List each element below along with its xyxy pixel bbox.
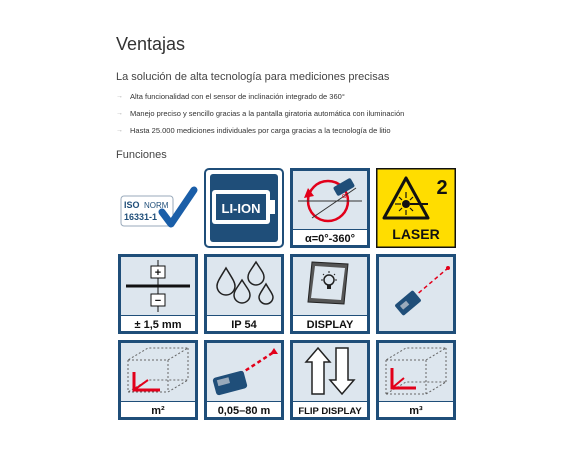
range-label: 0,05–80 m [217,405,271,417]
laser-beam-icon [376,254,456,334]
area-icon [118,340,198,420]
list-item-text: Hasta 25.000 mediciones individuales por carga gracias a la tecnología de litio [130,126,391,135]
display-icon [290,254,370,334]
norm-label: NORM [144,201,169,210]
iso-norm-icon [118,168,198,248]
minus-icon: − [154,295,162,307]
display-label: DISPLAY [306,319,354,331]
alpha-mark: α [342,193,347,200]
li-ion-label: LI-ION [221,201,261,216]
laser-class-icon [376,168,456,248]
area-label: m² [151,405,165,417]
subtitle: La solución de alta tecnología para mediciones precisas [116,71,390,83]
tilt-label: α=0°-360° [304,233,356,245]
list-item [116,105,404,122]
arrow-icon: → [116,110,123,117]
list-item-text: Manejo preciso y sencillo gracias a la pantalla giratoria automática con iluminación [130,109,405,118]
arrow-icon: → [116,127,123,134]
ip-label: IP 54 [231,319,257,331]
ip54-icon [204,254,284,334]
accuracy-label: ± 1,5 mm [134,319,182,331]
flip-display-icon [290,340,370,420]
laser-label: LASER [392,226,440,242]
range-icon [204,340,284,420]
section-title: Funciones [116,149,167,161]
list-item [116,88,404,105]
volume-label: m³ [409,405,423,417]
list-item-text: Alta funcionalidad con el sensor de inclinación integrado de 360° [130,92,345,101]
iso-number: 16331-1 [124,212,158,222]
laser-class-number: 2 [436,177,448,199]
accuracy-icon [118,254,198,334]
volume-icon [376,340,456,420]
flip-display-label: FLIP DISPLAY [298,406,362,417]
iso-label: ISO [124,200,140,210]
advantages-list [116,88,404,139]
page-title: Ventajas [116,34,186,54]
arrow-icon: → [116,93,123,100]
features-grid [118,168,454,420]
li-ion-icon [204,168,284,248]
tilt-sensor-icon [290,168,370,248]
plus-icon: + [154,267,162,279]
list-item [116,122,404,139]
